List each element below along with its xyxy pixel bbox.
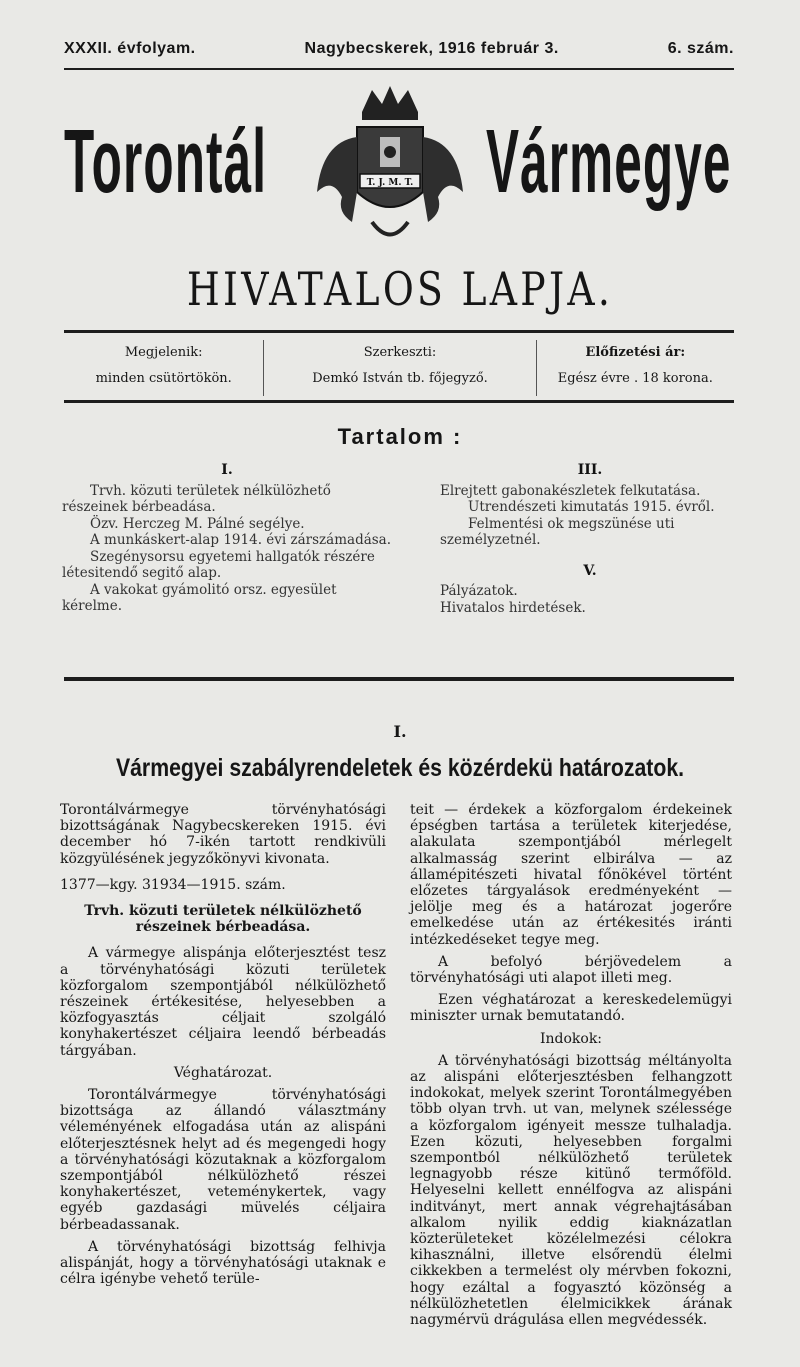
editor-label: Szerkeszti: xyxy=(363,345,437,360)
contents-item: Trvh. közuti területek nélkülözhető részeinek bérbeadása. xyxy=(62,482,331,515)
intro-paragraph: Torontálvármegye törvényhatósági bizottságának Nagybecskereken 1915. évi december hó 7-ikén tartott rendkivüli közgyülésének jegyzőkönyvi kivonata. xyxy=(60,802,386,867)
contents-item: Özv. Herczeg M. Pálné segélye. xyxy=(90,515,305,532)
contents-rule xyxy=(64,677,734,681)
header-line xyxy=(64,40,734,64)
place-date: Nagybecskerek, 1916 február 3. xyxy=(304,40,559,57)
contents-item: Szegénysorsu egyetemi hallgatók részére létesitendő segitő alap. xyxy=(62,548,375,581)
reasons-label: Indokok: xyxy=(539,1030,603,1047)
issue-number: 6. szám. xyxy=(667,40,734,57)
section-number: I. xyxy=(393,722,407,741)
masthead-title-right: Vármegye xyxy=(486,112,732,212)
contents-item: Hivatalos hirdetések. xyxy=(440,599,586,616)
contents-right-number: III. xyxy=(577,462,603,478)
masthead-title-left: Torontál xyxy=(64,112,268,212)
crest-banner-text: T. J. M. T. xyxy=(366,178,414,188)
info-subscription xyxy=(536,340,734,396)
paragraph: A törvényhatósági bizottság felhivja alispánját, hogy a törvényhatósági utaknak e célra igénybe vehető terüle- xyxy=(60,1238,386,1288)
paragraph: Ezen véghatározat a kereskedelemügyi miniszter urnak bemutatandó. xyxy=(410,992,732,1025)
contents-heading: Tartalom : xyxy=(337,424,463,449)
decision-label: Véghatározat. xyxy=(173,1064,273,1081)
paragraph: teit — érdekek a közforgalom érdekeinek épségben tartása a területek kiterjedése, alakulata szempontjából mérlegelt alkalmasság szerint elbirálva — az államépitészeti hivatal főnökével történt előzetes tárgyalások eredményeként — jelölje meg és a határozat jogerőre emelkedése után az értékesités iránti intézkedéseket tegye meg. xyxy=(410,802,732,948)
contents-left-number: I. xyxy=(221,462,233,478)
section-title: Vármegyei szabályrendeletek és közérdekü határozatok. xyxy=(115,754,685,782)
subscription-label: Előfizetési ár: xyxy=(585,345,686,360)
info-published xyxy=(64,340,263,396)
info-editor xyxy=(263,340,535,396)
editor-value: Demkó István tb. főjegyző. xyxy=(312,371,488,386)
info-top-rule xyxy=(64,330,734,333)
masthead-subtitle: HIVATALOS LAPJA. xyxy=(186,262,614,316)
contents-right-number-2: V. xyxy=(583,562,597,579)
paragraph: Torontálvármegye törvényhatósági bizottsága az állandó választmány véleményének elfogadása után az alispáni előterjesztésnek helyt ad és megengedi hogy a törvényhatósági közutaknak a közforgalom szempontjából nélkülözhető részei konyhakertészet, veteménykertek, vagy egyéb gazdasági müvelés céljaira bérbeadassanak. xyxy=(60,1087,386,1233)
volume-label: XXXII. évfolyam. xyxy=(64,40,196,57)
contents-item: A vakokat gyámolitó orsz. egyesület kérelme. xyxy=(62,581,337,614)
contents-item: Pályázatok. xyxy=(440,583,518,599)
paragraph: A törvényhatósági bizottság méltányolta az alispáni előterjesztésben felhangzott indokokat, melyek szerint Torontálmegyében több olyan trvh. ut van, melynek szélessége a közforgalom igényeit messze tulhaladja. Ezen közuti, helyesebben forgalmi szempontból nélkülözhető területek legnagyobb része kitünő termőföld. Helyeselni kellett ennélfogva az alispáni inditványt, mert annak végrehajtásában alkalom nyilik eddig kiaknázatlan közterületeket közélelmezési célokra kihasználni, illetve elsőrendü élelmi cikkekben a termelést oly mérvben fokozni, hogy ezáltal a fogyasztó közönség a nélkülözhetetlen élelmicikkek árának nagymérvü drágulása ellen megvédessék. xyxy=(410,1052,732,1329)
header-rule xyxy=(64,68,734,70)
masthead xyxy=(64,82,734,247)
contents-item: Felmentési ok megszünése uti személyzetnél. xyxy=(440,515,675,548)
reference-number: 1377—kgy. 31934—1915. szám. xyxy=(60,876,286,893)
contents-item: A munkáskert-alap 1914. évi zárszámadása. xyxy=(90,532,392,548)
article-heading: Trvh. közuti területek nélkülözhető részeinek bérbeadása. xyxy=(84,903,362,936)
left-column xyxy=(60,802,386,1293)
published-label: Megjelenik: xyxy=(124,345,203,360)
paragraph: A befolyó bérjövedelem a törvényhatósági uti alapot illeti meg. xyxy=(410,953,732,987)
subscription-value: Egész évre . 18 korona. xyxy=(557,371,713,386)
info-bottom-rule xyxy=(64,400,734,403)
right-column xyxy=(410,802,732,1334)
publication-info xyxy=(64,340,734,396)
contents-right xyxy=(440,462,740,616)
contents-item: Elrejtett gabonakészletek felkutatása. xyxy=(440,482,701,499)
paragraph: A vármegye alispánja előterjesztést tesz a törvényhatósági közuti területek közforgalom szempontjából nélkülözhető részeinek értékesitése, helyesebben a közfogyasztás céljait szolgáló konyhakertészet céljaira leendő bérbeadás tárgyában. xyxy=(60,945,386,1059)
contents-left xyxy=(62,462,392,615)
coat-of-arms-icon xyxy=(302,82,478,252)
contents-item: Utrendészeti kimutatás 1915. évről. xyxy=(468,499,715,515)
published-value: minden csütörtökön. xyxy=(95,371,232,386)
